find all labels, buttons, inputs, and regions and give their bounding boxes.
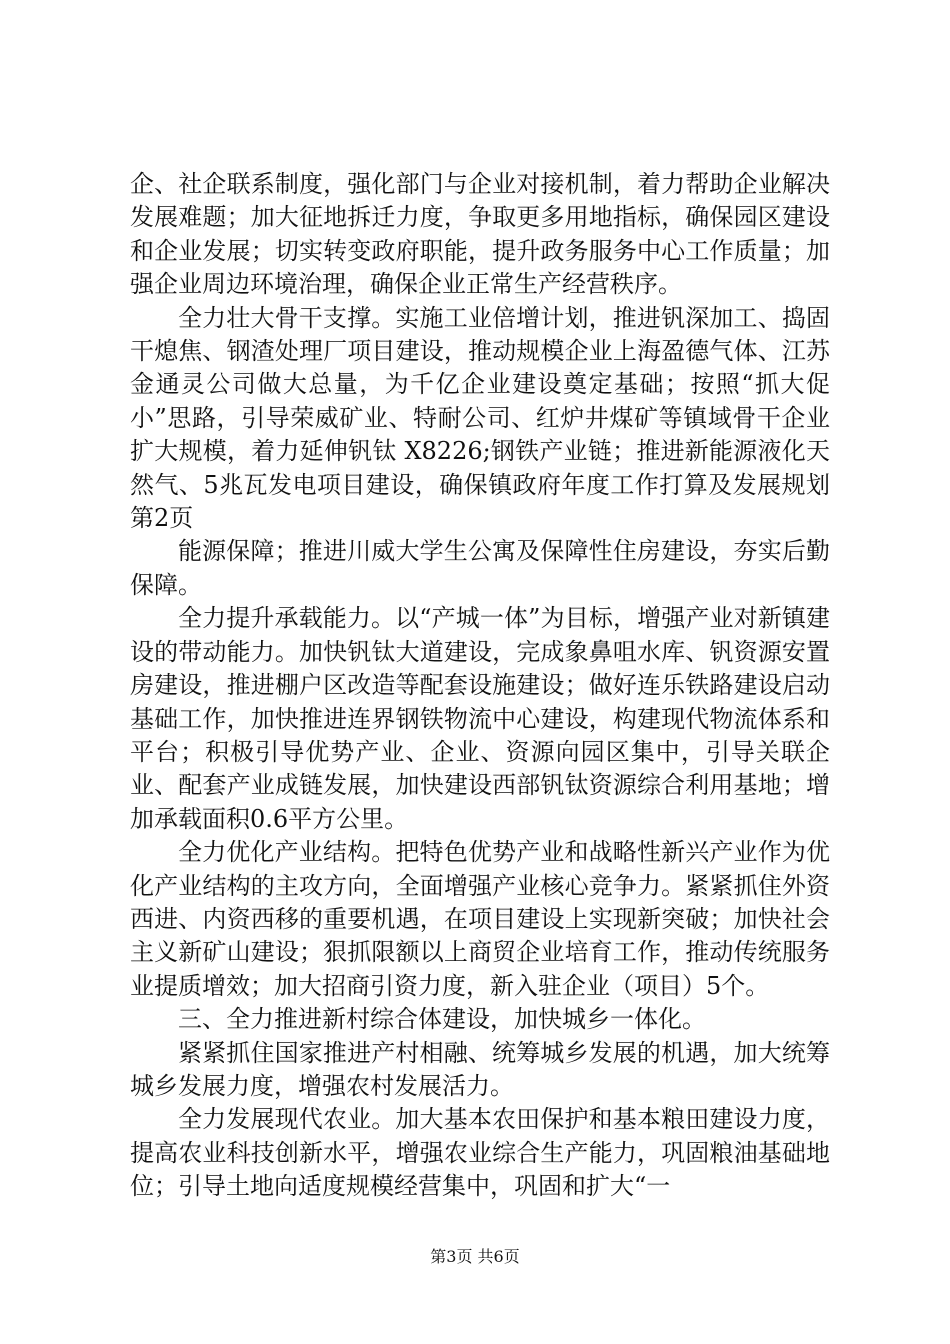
paragraph-backbone-support: 全力壮大骨干支撑。实施工业倍增计划，推进钒深加工、捣固干熄焦、钢渣处理厂项目建设，推动规模企业上海盈德气体、江苏金通灵公司做大总量，为千亿企业建设奠定基础；按照“抓大促小”思路，引导荣威矿业、特耐公司、红炉井煤矿等镇域骨干企业扩大规模，着力延伸钒钛 X8226;钢铁产业链；推进新能源液化天然气、5兆瓦发电项目建设，确保镇政府年度工作打算及发展规划第2页 bbox=[130, 303, 830, 533]
section-heading-new-village: 三、全力推进新村综合体建设，加快城乡一体化。 bbox=[178, 1005, 706, 1034]
paragraph-energy-guarantee: 能源保障；推进川威大学生公寓及保障性住房建设，夯实后勤保障。 bbox=[130, 537, 830, 599]
document-body bbox=[130, 168, 830, 1204]
paragraph-continuation: 企、社企联系制度，强化部门与企业对接机制，着力帮助企业解决发展难题；加大征地拆迁力度，争取更多用地指标，确保园区建设和企业发展；切实转变政府职能，提升政务服务中心工作质量；加强企业周边环境治理，确保企业正常生产经营秩序。 bbox=[130, 170, 830, 299]
paragraph-urban-rural: 紧紧抓住国家推进产村相融、统筹城乡发展的机遇，加大统筹城乡发展力度，增强农村发展活力。 bbox=[130, 1038, 830, 1100]
paragraph-modern-agriculture: 全力发展现代农业。加大基本农田保护和基本粮田建设力度，提高农业科技创新水平，增强农业综合生产能力，巩固粮油基础地位；引导土地向适度规模经营集中，巩固和扩大“一 bbox=[130, 1105, 830, 1201]
paragraph-carrying-capacity: 全力提升承载能力。以“产城一体”为目标，增强产业对新镇建设的带动能力。加快钒钛大道建设，完成象鼻咀水库、钒资源安置房建设，推进棚户区改造等配套设施建设；做好连乐铁路建设启动基础工作，加快推进连界钢铁物流中心建设，构建现代物流体系和平台；积极引导优势产业、企业、资源向园区集中，引导关联企业、配套产业成链发展，加快建设西部钒钛资源综合利用基地；增加承载面积0.6平方公里。 bbox=[130, 604, 830, 833]
paragraph-industrial-structure: 全力优化产业结构。把特色优势产业和战略性新兴产业作为优化产业结构的主攻方向，全面增强产业核心竞争力。紧紧抓住外资西进、内资西移的重要机遇，在项目建设上实现新突破；加快社会主义新矿山建设；狠抓限额以上商贸企业培育工作，推动传统服务业提质增效；加大招商引资力度，新入驻企业（项目）5个。 bbox=[130, 838, 830, 1000]
page-number-footer: 第3页 共6页 bbox=[430, 1247, 520, 1266]
